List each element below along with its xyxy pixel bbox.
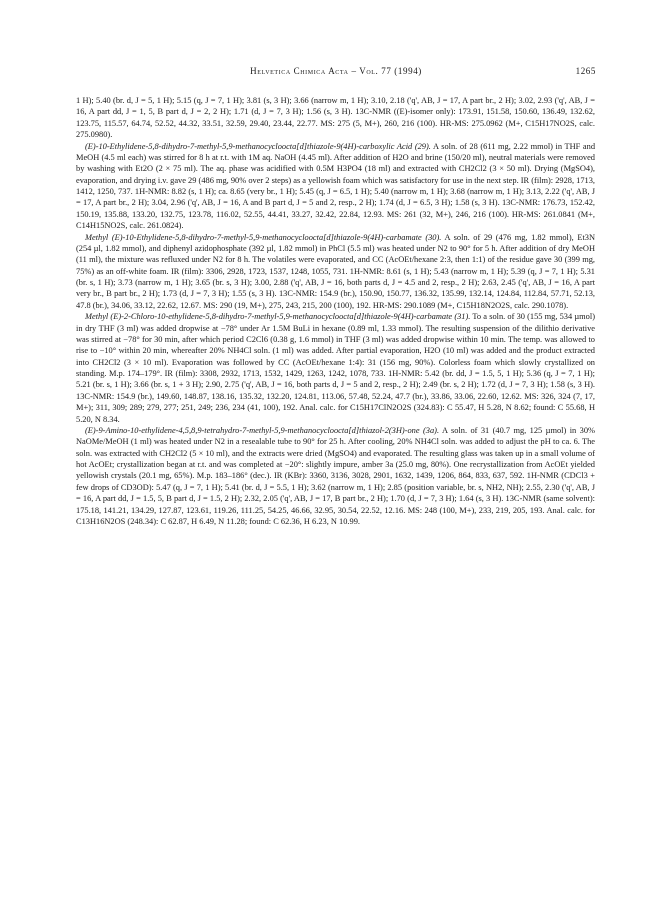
paragraph-continuation xyxy=(76,95,595,141)
paragraph-text: A soln. of 31 (40.7 mg, 125 µmol) in 30% NaOMe/MeOH (1 ml) was heated under N2 in a resealable tube to 90° for 25 h. After cooling, 20% NH4Cl soln. was added to adjust the pH to ca. 6. The soln. was extracted with CH2Cl2 (5 × 10 ml), and the extracts were dried (MgSO4) and evaporated. The resulting glass was taken up in a small volume of hot AcOEt; crystallization began at r.t. and was completed at −20°: slightly impure, amber 3a (25.0 mg, 80%). One recrystallization from AcOEt yielded yellowish crystals (20.1 mg, 65%). M.p. 183–186° (dec.). IR (KBr): 3360, 3136, 3028, 2901, 1632, 1439, 1206, 864, 833, 637, 592. 1H-NMR (CDCl3 + few drops of CD3OD): 5.47 (q, J = 7, 1 H); 5.41 (br. d, J = 5.5, 1 H); 3.62 (narrow m, 1 H); 2.85 (position variable, br. s, NH2, NH); 2.55, 2.30 ('q', AB, J = 16, A part dd, J = 1.5, 5, B part d, J = 1.5, 2 H); 2.32, 2.05 ('q', AB, J = 17, B part br., 2 H); 1.70 (d, J = 7, 3 H); 1.64 (s, 3 H). 13C-NMR (same solvent): 175.18, 141.21, 134.29, 127.87, 123.61, 119.26, 111.25, 54.25, 46.66, 32.95, 30.54, 22.52, 12.16. MS: 248 (100, M+), 233, 219, 205, 193. Anal. calc. for C13H16N2OS (248.34): C 62.87, H 6.49, N 11.28; found: C 62.36, H 6.23, N 10.99. xyxy=(76,425,595,526)
paragraph-text: A soln. of 29 (476 mg, 1.82 mmol), Et3N (254 µl, 1.82 mmol), and diphenyl azidophosphate (392 µl, 1.82 mmol) in PhCl (5.5 ml) was heated under N2 to 90° for 5 h. After addition of dry MeOH (11 ml), the mixture was refluxed under N2 for 8 h. The volatiles were evaporated, and CC (AcOEt/hexane 2:3, then 1:1) of the residue gave 30 (399 mg, 75%) as an off-white foam. IR (film): 3306, 2928, 1723, 1537, 1248, 1055, 731. 1H-NMR: 8.61 (s, 1 H); 5.43 (narrow m, 1 H); 5.39 (q, J = 7, 1 H); 5.31 (br. s, 1 H); 3.73 (narrow m, 1 H); 3.65 (br. s, 3 H); 3.00, 2.88 ('q', AB, J = 16, both parts d, J = 4.5 and 2, resp., 2 H); 2.63, 2.45 ('q', AB, J = 16, A part very br., B part br., 2 H); 1.73 (d, J = 7, 3 H); 1.55 (s, 3 H). 13C-NMR: 154.9 (br.), 150.90, 150.77, 136.32, 135.99, 132.14, 124.84, 112.84, 57.71, 52.13, 47.8 (br.), 34.06, 33.12, 22.62, 12.67. MS: 290 (19, M+), 275, 243, 215, 200 (100), 192. HR-MS: 290.1089 (M+, C15H18N2O2S, calc. 290.1078). xyxy=(76,232,596,310)
paragraph-compound-31 xyxy=(76,311,595,425)
paragraph-compound-29 xyxy=(76,141,595,232)
journal-title: Helvetica Chimica Acta – Vol. 77 (1994) xyxy=(250,66,422,76)
paragraph-compound-3a xyxy=(76,425,595,527)
paragraph-text: To a soln. of 30 (155 mg, 534 µmol) in dry THF (3 ml) was added dropwise at −78° under Ar 1.5M BuLi in hexane (0.89 ml, 1.33 mmol). The resulting suspension of the dilithio derivative was stirred at −78° for 30 min, after which period C2Cl6 (0.38 g, 1.6 mmol) in THF (3 ml) was added dropwise within 10 min. The temp. was allowed to rise to −10° within 20 min, whereafter 20% NH4Cl soln. (1 ml) was added. After partial evaporation, H2O (10 ml) was added and the product extracted into CH2Cl2 (3 × 10 ml). Evaporation was followed by CC (AcOEt/hexane 1:4): 31 (156 mg, 90%). Colorless foam which slowly crystallized on standing. M.p. 174–179°. IR (film): 3308, 2932, 1713, 1532, 1429, 1263, 1242, 1078, 733. 1H-NMR: 5.42 (br. dd, J = 1.5, 5, 1 H); 5.36 (q, J = 7, 1 H); 5.21 (br. s, 1 H); 3.66 (br. s, 1 + 3 H); 2.90, 2.75 ('q', AB, J = 16, both parts d, J = 5 and 2, resp., 2 H); 2.49 (br. s, 2 H); 1.72 (d, J = 7, 3 H); 1.58 (s, 3 H). 13C-NMR: 154.9 (br.), 149.60, 148.87, 138.16, 135.32, 132.20, 124.81, 113.06, 57.48, 52.24, 47.7 (br.), 33.86, 33.06, 22.60, 12.62. MS: 326, 324 (7, 17, M+); 311, 309; 289; 279, 277; 251, 249; 236, 234 (41, 100), 192. Anal. calc. for C15H17ClN2O2S (324.83): C 55.47, H 5.28, N 8.62; found: C 55.68, H 5.20, N 8.34. xyxy=(76,312,595,424)
experimental-text xyxy=(76,95,595,527)
paragraph-text: A soln. of 28 (611 mg, 2.22 mmol) in THF and MeOH (4.5 ml each) was stirred for 8 h at r.t. with 1M aq. NaOH (4.45 ml). After addition of H2O and brine (150/20 ml), neutral materials were removed by washing with Et2O (2 × 75 ml). The aq. phase was acidified with 0.5M H3PO4 (18 ml) and extracted with CH2Cl2 (3 × 50 ml). Drying (MgSO4), evaporation, and drying i.v. gave 29 (486 mg, 90% over 2 steps) as a yellowish foam which was satisfactory for use in the next step. IR (film): 2928, 1713, 1412, 1250, 737. 1H-NMR: 8.82 (s, 1 H); ca. 8.65 (very br., 1 H); 5.45 (q, J = 6.5, 1 H); 5.40 (narrow m, 1 H); 3.68 (narrow m, 1 H); 3.13, 2.22 ('q', AB, J = 17, A part br., 2 H); 3.04, 2.96 ('q', AB, J = 16, A and B part d, J = 5 and 2, resp., 2 H); 1.74 (d, J = 6.5, 3 H); 1.58 (s, 3 H). 13C-NMR: 176.73, 152.42, 150.19, 135.88, 133.20, 132.75, 123.78, 116.02, 52.55, 44.41, 33.27, 32.42, 22.84, 12.93. MS: 261 (32, M+), 246, 216 (100). HR-MS: 261.0841 (M+, C14H15NO2S, calc. 261.0824). xyxy=(76,141,596,231)
paragraph-text: 1 H); 5.40 (br. d, J = 5, 1 H); 5.15 (q, J = 7, 1 H); 3.81 (s, 3 H); 3.66 (narrow m, 1 H); 3.10, 2.18 ('q', AB, J = 17, A part br., 2 H); 3.02, 2.93 ('q', AB, J = 16, A part dd, J = 1, 5, B part d, J = 2, 2 H); 1.71 (d, J = 7, 3 H); 1.56 (s, 3 H). 13C-NMR ((E)-isomer only): 173.91, 151.58, 150.60, 136.49, 132.62, 123.75, 115.57, 64.74, 52.52, 44.32, 33.51, 32.59, 29.40, 23.44, 22.77. MS: 275 (5, M+), 260, 216 (100). HR-MS: 275.0962 (M+, C15H17NO2S, calc. 275.0980). xyxy=(76,96,595,140)
compound-title: Methyl (E)-2-Chloro-10-ethylidene-5,8-dihydro-7-methyl-5,9-methanocycloocta[d]thiazole-9(4H)-carbamate (31). xyxy=(85,312,471,322)
compound-title: (E)-9-Amino-10-ethylidene-4,5,8,9-tetrahydro-7-methyl-5,9-methanocycloocta[d]thiazol-2(3H)-one (3a). xyxy=(85,425,440,435)
page-number: 1265 xyxy=(575,66,596,76)
running-header xyxy=(76,66,596,80)
compound-title: (E)-10-Ethylidene-5,8-dihydro-7-methyl-5,9-methanocycloocta[d]thiazole-9(4H)-carboxylic Acid (29). xyxy=(85,141,431,151)
paragraph-compound-30 xyxy=(76,232,595,312)
compound-title: Methyl (E)-10-Ethylidene-5,8-dihydro-7-methyl-5,9-methanocycloocta[d]thiazole-9(4H)-carbamate (30). xyxy=(85,232,442,242)
